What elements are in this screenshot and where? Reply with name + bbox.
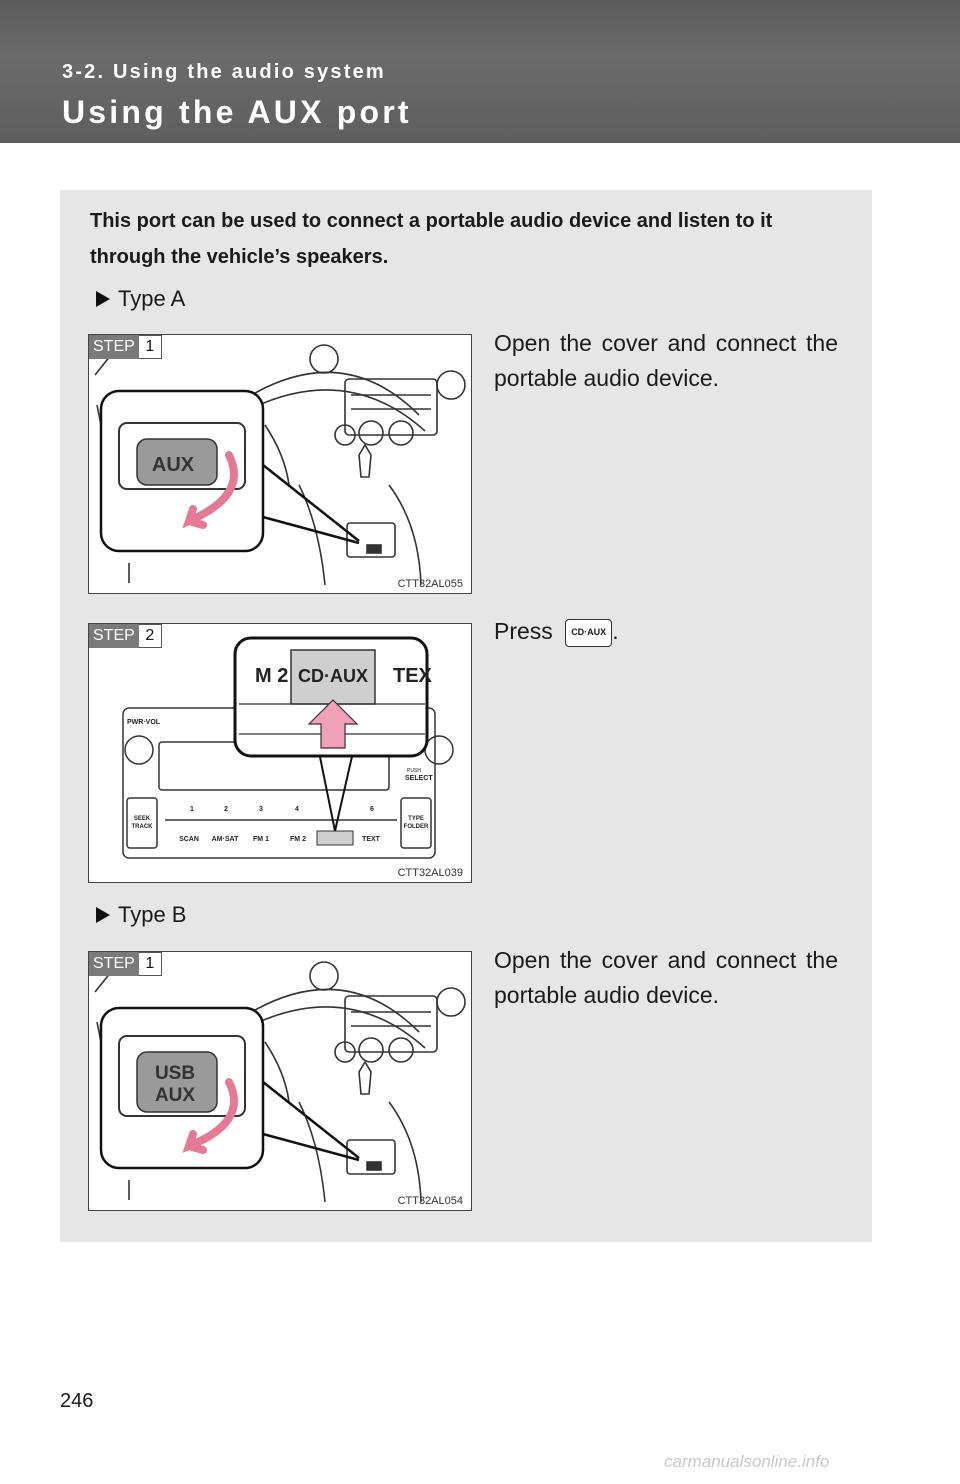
type-a-heading xyxy=(96,286,185,312)
svg-text:SEEK: SEEK xyxy=(133,816,151,822)
section-label: 3-2. Using the audio system xyxy=(62,61,386,83)
figure-code: CTT32AL054 xyxy=(397,1195,463,1207)
usb-port-label: USB xyxy=(154,1063,196,1084)
step-instruction: Open the cover and connect the portable audio device. xyxy=(494,947,838,1008)
zoom-cd-aux-label: CD·AUX xyxy=(298,666,368,686)
svg-text:6: 6 xyxy=(370,806,374,813)
svg-text:FOLDER: FOLDER xyxy=(403,824,429,830)
page-number: 246 xyxy=(60,1390,94,1412)
svg-text:FM 1: FM 1 xyxy=(253,836,269,843)
aux-port-label: AUX xyxy=(151,454,195,476)
dashboard-illustration xyxy=(89,335,472,594)
svg-text:TRACK: TRACK xyxy=(131,824,153,830)
svg-text:SELECT: SELECT xyxy=(405,775,433,782)
svg-text:TYPE: TYPE xyxy=(408,816,424,822)
figure-code: CTT32AL039 xyxy=(397,867,463,879)
svg-text:SCAN: SCAN xyxy=(179,836,199,843)
svg-text:AM·SAT: AM·SAT xyxy=(211,836,239,843)
dashboard-illustration xyxy=(89,952,472,1211)
step-badge: STEP 1 xyxy=(89,335,162,359)
radio-illustration xyxy=(89,624,472,883)
step-badge: STEP 2 xyxy=(89,624,162,648)
figure-code: CTT32AL055 xyxy=(397,578,463,590)
step-instruction: Press CD·AUX . xyxy=(494,614,838,649)
aux-port-label: AUX xyxy=(154,1085,196,1106)
svg-text:TEXT: TEXT xyxy=(362,836,380,843)
figure-radio-panel xyxy=(88,623,472,883)
svg-text:FM 2: FM 2 xyxy=(290,836,306,843)
zoom-right-label: TEX xyxy=(393,665,432,687)
figure-aux-port-type-b xyxy=(88,951,472,1211)
type-a-label: Type A xyxy=(118,286,186,311)
watermark: carmanualsonline.info xyxy=(664,1452,830,1471)
svg-text:PUSH: PUSH xyxy=(407,768,421,774)
zoom-left-label: M 2 xyxy=(255,665,289,687)
triangle-bullet-icon xyxy=(96,291,110,307)
intro-text: This port can be used to connect a portable audio device and listen to it through the vehicle’s speakers. xyxy=(90,210,773,268)
svg-text:3: 3 xyxy=(259,806,263,813)
page-header xyxy=(0,0,960,143)
svg-text:4: 4 xyxy=(295,806,299,813)
type-b-label: Type B xyxy=(118,902,187,927)
svg-text:1: 1 xyxy=(190,806,194,813)
step-badge: STEP 1 xyxy=(89,952,162,976)
page-title: Using the AUX port xyxy=(62,94,412,130)
svg-text:PWR·VOL: PWR·VOL xyxy=(127,719,161,726)
triangle-bullet-icon xyxy=(96,907,110,923)
svg-text:2: 2 xyxy=(224,806,228,813)
type-b-heading xyxy=(96,902,186,928)
step-instruction: Open the cover and connect the portable audio device. xyxy=(494,330,838,391)
figure-aux-port-type-a xyxy=(88,334,472,594)
cd-aux-key-icon: CD·AUX xyxy=(565,619,612,647)
